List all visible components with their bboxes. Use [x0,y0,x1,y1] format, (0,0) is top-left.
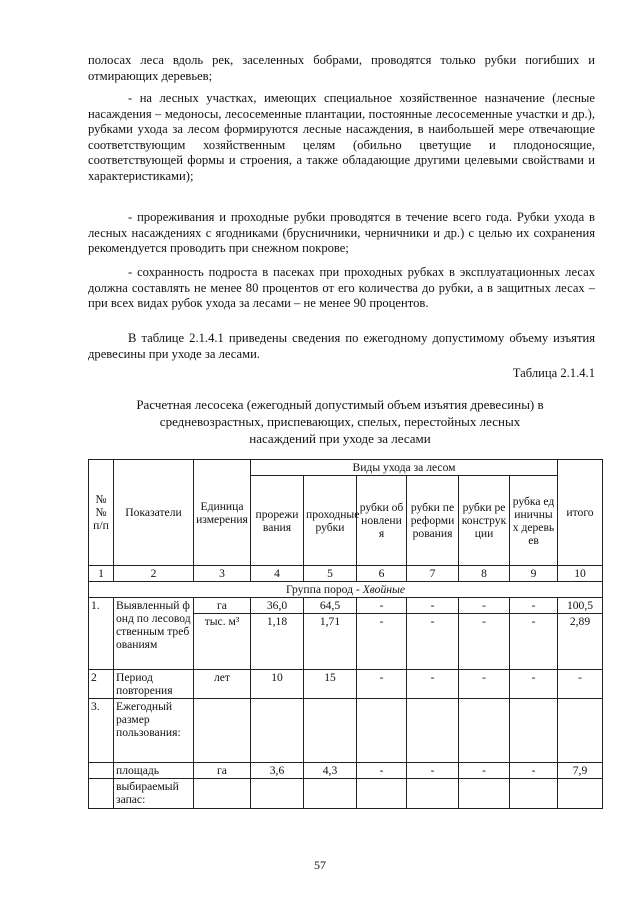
row-unit: га [194,598,251,614]
group-name: Хвойные [362,583,405,596]
header-renewal: рубки обновления [357,476,407,566]
cell-value: - [357,670,407,699]
col-number: 7 [407,566,459,582]
header-num: № № п/п [89,460,114,566]
allowable-cut-table [88,459,603,809]
row-unit: лет [194,670,251,699]
cell-value: - [407,670,459,699]
row-name: Выявленный фонд по лесоводственным требованиям [114,598,194,670]
cell-value: 7,9 [558,763,603,779]
col-number: 4 [251,566,304,582]
row-unit: га [194,763,251,779]
cell-value: - [510,598,558,614]
col-number: 2 [114,566,194,582]
row-name: Период повторения [114,670,194,699]
cell-value: - [510,614,558,670]
table-row [89,670,603,699]
col-number: 9 [510,566,558,582]
cell-value: - [357,598,407,614]
header-indicators: Показатели [114,460,194,566]
cell-value: 64,5 [304,598,357,614]
cell-value: 100,5 [558,598,603,614]
cell-value: - [407,614,459,670]
table-row [89,598,603,614]
cell-value: 3,6 [251,763,304,779]
group-row [89,582,603,598]
row-name: выбираемый запас: [114,779,194,809]
row-num: 1. [89,598,114,670]
paragraph-special-purpose: - на лесных участках, имеющих специальное хозяйственное назначение (лесные насаждения – медоносы, лесосеменные плантации, постоянные лесосеменные участки и др.), рубками ухода за лесом формируются лесные насаждения, в наибольшей мере отвечающие соответствующим хозяйственным целям (обильно цветущие и плодоносящие, соответствующей формы и строения, а также обладающие другими целевыми свойствами и характеристиками); [88,91,595,183]
cell-value: 2,89 [558,614,603,670]
cell-value: - [510,763,558,779]
cell-value: - [459,614,510,670]
header-unit: Единица измерения [194,460,251,566]
cell-value: - [357,763,407,779]
paragraph-undergrowth: - сохранность подроста в пасеках при проходных рубках в эксплуатационных лесах должна составлять не менее 80 процентов от его количества до рубки, а в защитных лесах – при всех видах рубок ухода за лесами – не менее 90 процентов. [88,265,595,311]
cell-value: 1,71 [304,614,357,670]
cell-value: 36,0 [251,598,304,614]
cell-value: - [558,670,603,699]
col-number: 10 [558,566,603,582]
paragraph-beaver-zones: полосах леса вдоль рек, заселенных бобрами, проводятся только рубки погибших и отмирающих деревьев; [88,53,595,83]
cell-value: - [357,614,407,670]
header-types-group: Виды ухода за лесом [251,460,558,476]
table-label: Таблица 2.1.4.1 [512,366,595,380]
header-total: итого [558,460,603,566]
paragraph-thinning-season: - прореживания и проходные рубки проводятся в течение всего года. Рубки ухода в лесных насаждениях с ягодниками (брусничники, черничники и др.) с целью их сохранения рекомендуется проводить при снежном покрове; [88,210,595,256]
cell-value: - [459,670,510,699]
cell-value: - [407,598,459,614]
table-caption: Расчетная лесосека (ежегодный допустимый объем изъятия древесины) в средневозрастных, приспевающих, спелых, перестойных лесных насаждений при уходе за лесами [136,397,544,446]
column-numbers-row [89,566,603,582]
group-cell [89,582,603,598]
header-reconstruction: рубки реконструкции [459,476,510,566]
paragraph-table-intro: В таблице 2.1.4.1 приведены сведения по ежегодному допустимому объему изъятия древесины при уходе за лесами. [88,331,595,361]
header-single-tree: рубка единичных деревьев [510,476,558,566]
cell-value: - [459,763,510,779]
cell-value: 15 [304,670,357,699]
cell-value: - [407,763,459,779]
row-unit: тыс. м³ [194,614,251,670]
col-number: 5 [304,566,357,582]
cell-value: - [459,598,510,614]
cell-value: 4,3 [304,763,357,779]
col-number: 1 [89,566,114,582]
group-label: Группа пород - [286,583,363,596]
row-num: 3. [89,699,114,763]
cell-value: - [510,670,558,699]
table-row [89,763,603,779]
table-row [89,699,603,763]
row-num: 2 [89,670,114,699]
header-passage: проходные рубки [304,476,357,566]
col-number: 8 [459,566,510,582]
table-row [89,779,603,809]
row-name: площадь [114,763,194,779]
col-number: 6 [357,566,407,582]
header-thinning: прореживания [251,476,304,566]
page-number: 57 [314,858,326,872]
cell-value: 1,18 [251,614,304,670]
cell-value: 10 [251,670,304,699]
header-reformation: рубки переформирования [407,476,459,566]
col-number: 3 [194,566,251,582]
row-name: Ежегодный размер пользования: [114,699,194,763]
